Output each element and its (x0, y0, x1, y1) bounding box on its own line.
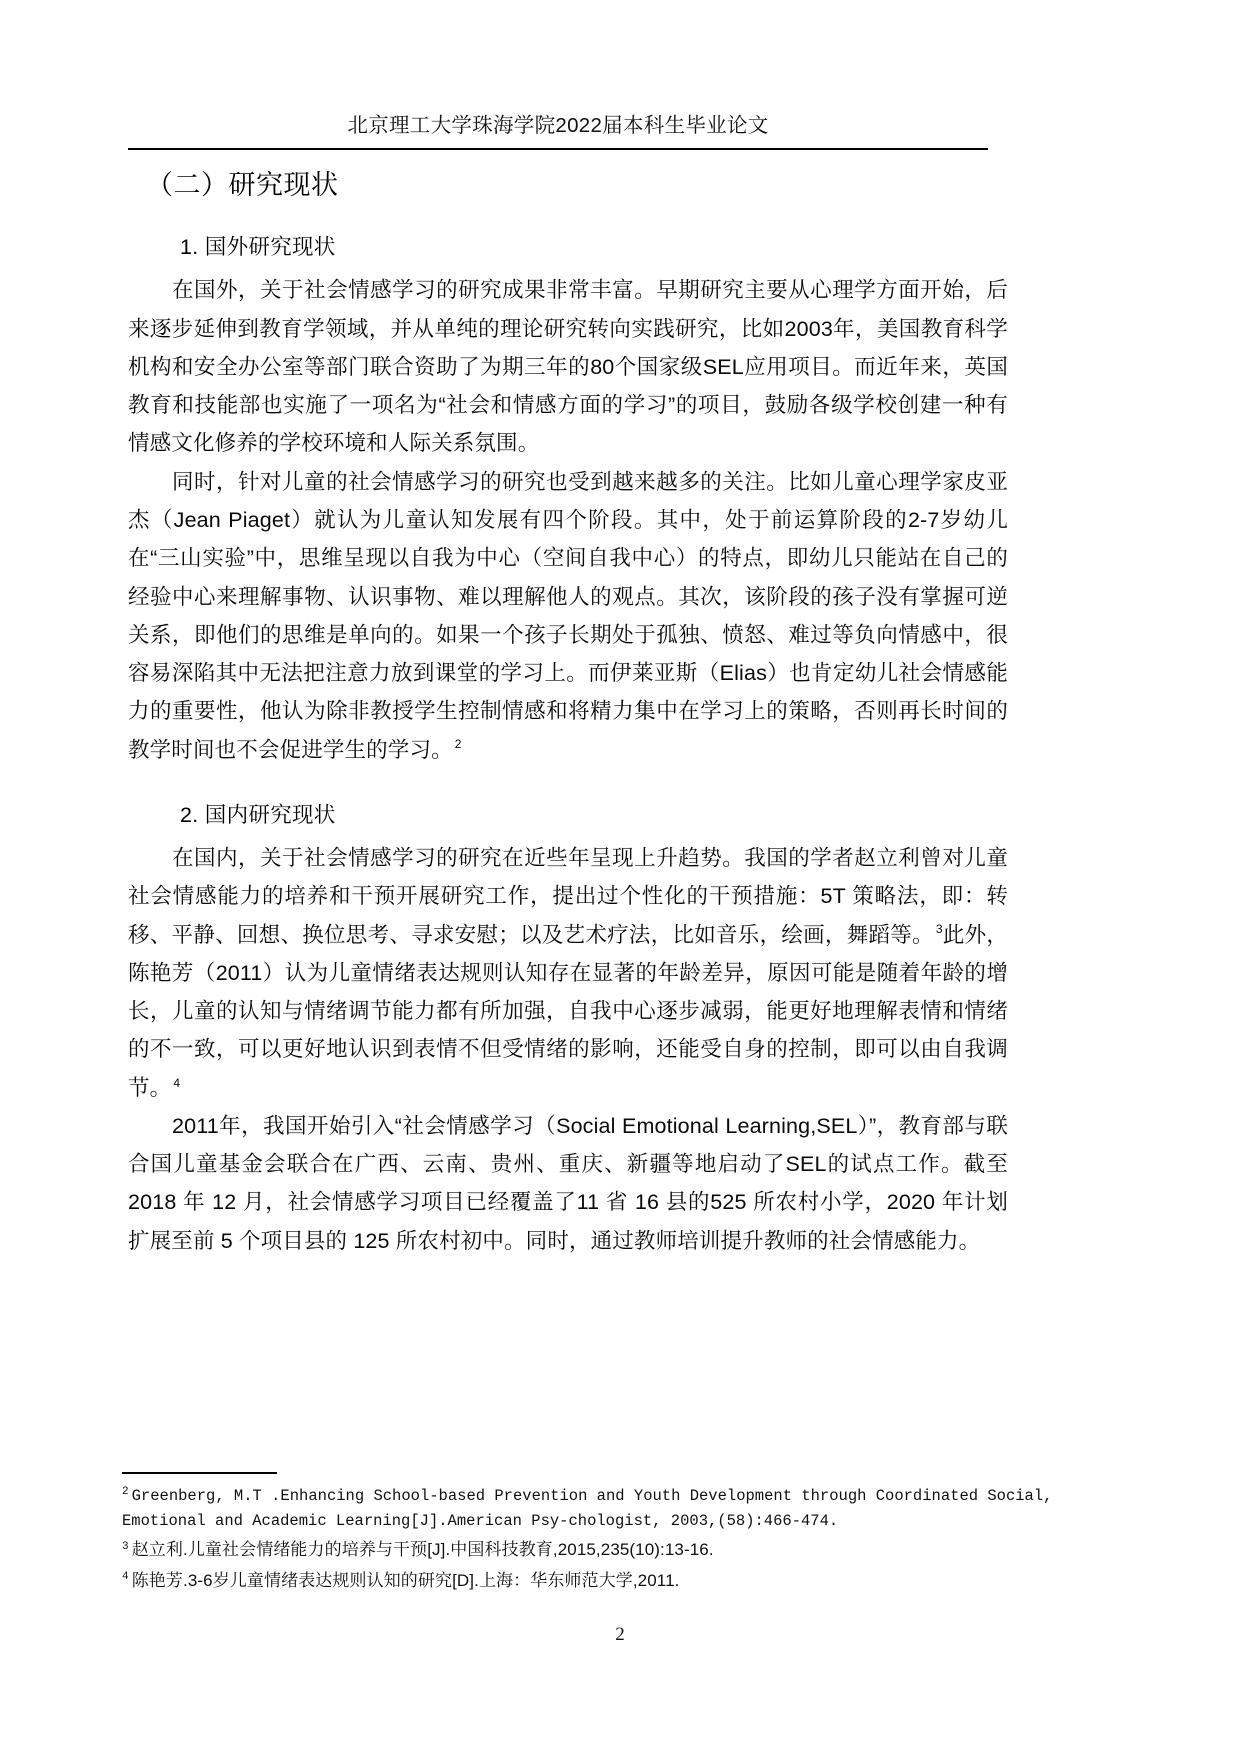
document-body (128, 166, 1008, 1260)
page-title: （二）研究现状 (146, 170, 339, 200)
paragraph (128, 463, 1008, 769)
footnote-section (122, 1472, 1122, 1597)
footnote-marker-2[interactable]: 2 (454, 737, 462, 752)
footnote-separator (122, 1472, 277, 1474)
subsection-heading-1: 1. 国外研究现状 (180, 235, 336, 260)
paragraph (128, 1107, 1008, 1260)
paragraph-text: 2011年，我国开始引入“社会情感学习（Social Emotional Learning,SEL）”，教育部与联合国儿童基金会联合在广西、云南、贵州、重庆、新疆等地启动了SEL的试点工作。截至 2018 年 12 月，社会情感学习项目已经覆盖了11 省 16 县的525 所农村小学，2020 年计划扩展至前 5 个项目县的 125 所农村初中。同时，通过教师培训提升教师的社会情感能力。 (128, 1113, 1008, 1253)
footnote-item (122, 1536, 1122, 1565)
paragraph (128, 839, 1008, 1107)
footnote-item (122, 1484, 1122, 1534)
footnote-number: 3 (122, 1540, 129, 1553)
paragraph-text: 在国内，关于社会情感学习的研究在近些年呈现上升趋势。我国的学者赵立利曾对儿童社会情感能力的培养和干预开展研究工作，提出过个性化的干预措施：5T 策略法，即：转移、平静、回想、换位思考、寻求安慰；以及艺术疗法，比如音乐，绘画，舞蹈等。 (128, 846, 1008, 947)
footnote-text: 陈艳芳.3-6岁儿童情绪表达规则认知的研究[D].上海：华东师范大学,2011. (131, 1570, 680, 1590)
footnote-number: 2 (122, 1485, 129, 1498)
paragraph-text-continued: 此外，陈艳芳（2011）认为儿童情绪表达规则认知存在显著的年龄差异，原因可能是随着年龄的增长，儿童的认知与情绪调节能力都有所加强，自我中心逐步减弱，能更好地理解表情和情绪的不一致，可以更好地认识到表情不但受情绪的影响，还能受自身的控制，即可以由自我调节。 (128, 922, 1008, 1100)
running-header-title: 北京理工大学珠海学院2022届本科生毕业论文 (347, 114, 769, 137)
footnote-text: 赵立利.儿童社会情绪能力的培养与干预[J].中国科技教育,2015,235(10):13-16. (131, 1540, 714, 1560)
paragraph-text: 在国外，关于社会情感学习的研究成果非常丰富。早期研究主要从心理学方面开始，后来逐步延伸到教育学领域，并从单纯的理论研究转向实践研究，比如2003年，美国教育科学机构和安全办公室等部门联合资助了为期三年的80个国家级SEL应用项目。而近年来，英国教育和技能部也实施了一项名为“社会和情感方面的学习”的项目，鼓励各级学校创建一种有情感文化修养的学校环境和人际关系氛围。 (128, 278, 1008, 456)
running-header (128, 112, 988, 150)
footnote-text: Greenberg, M.T .Enhancing School-based Prevention and Youth Development through Coordinated Social, Emotional and Academic Learning[J].American Psy-chologist, 2003,(58):466-474. (122, 1487, 1053, 1531)
page-number: 2 (615, 1624, 625, 1645)
footnote-number: 4 (122, 1571, 129, 1584)
paragraph-text: 同时，针对儿童的社会情感学习的研究也受到越来越多的关注。比如儿童心理学家皮亚杰（Jean Piaget）就认为儿童认知发展有四个阶段。其中，处于前运算阶段的2-7岁幼儿在“三山实验”中，思维呈现以自我为中心（空间自我中心）的特点，即幼儿只能站在自己的经验中心来理解事物、认识事物、难以理解他人的观点。其次，该阶段的孩子没有掌握可逆关系，即他们的思维是单向的。如果一个孩子长期处于孤独、愤怒、难过等负向情感中，很容易深陷其中无法把注意力放到课堂的学习上。而伊莱亚斯（Elias）也肯定幼儿社会情感能力的重要性，他认为除非教授学生控制情感和将精力集中在学习上的策略，否则再长时间的教学时间也不会促进学生的学习。 (128, 469, 1008, 762)
footnote-marker-3[interactable]: 3 (935, 922, 943, 937)
footnote-item (122, 1567, 1122, 1596)
subsection-heading-2: 2. 国内研究现状 (180, 802, 336, 827)
section-spacer (128, 769, 1008, 799)
header-divider (128, 148, 988, 150)
footnote-marker-4[interactable]: 4 (173, 1075, 181, 1090)
paragraph (128, 271, 1008, 462)
